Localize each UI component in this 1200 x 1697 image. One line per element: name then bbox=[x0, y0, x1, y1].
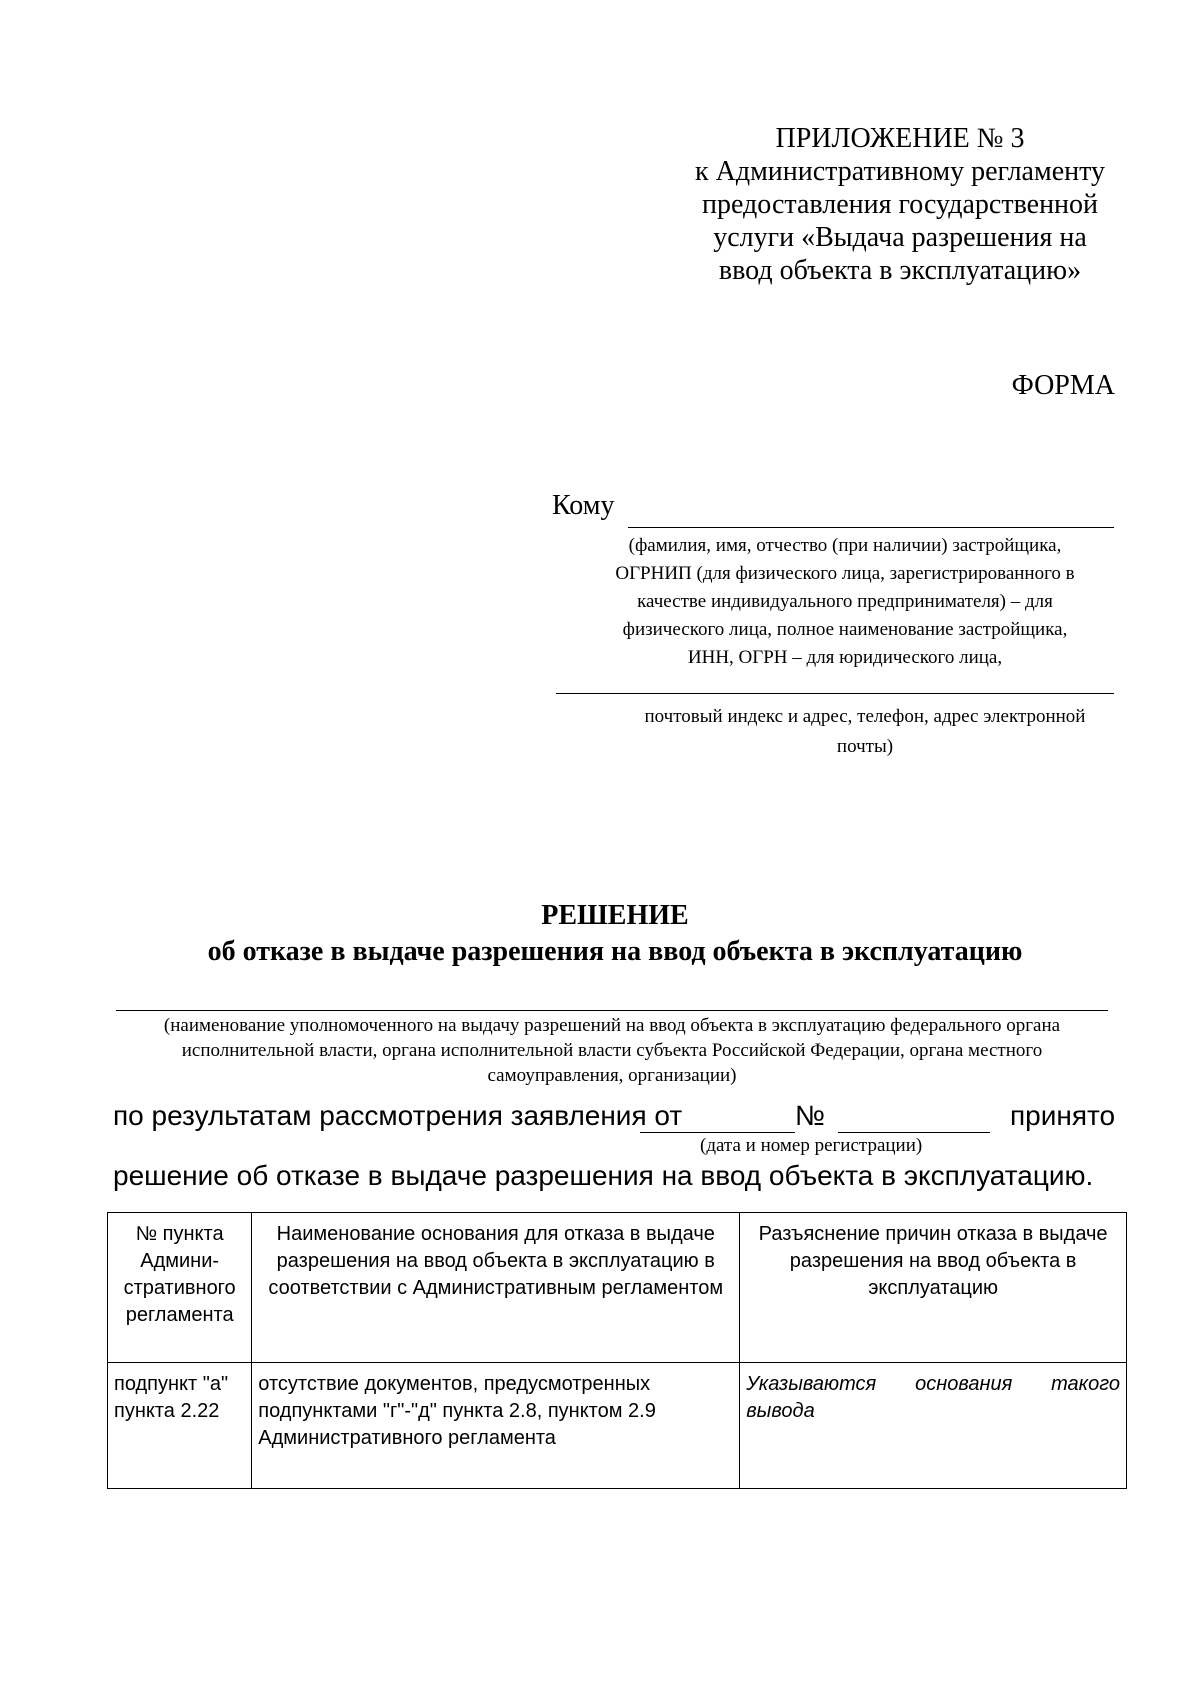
forma-label: ФОРМА bbox=[1011, 370, 1115, 401]
authority-note-line: самоуправления, организации) bbox=[487, 1065, 737, 1086]
recipient-label: Кому bbox=[552, 490, 615, 521]
address-note bbox=[600, 702, 1130, 762]
number-sign: № bbox=[795, 1100, 826, 1131]
refusal-table bbox=[107, 1212, 1127, 1489]
address-note-line: почтовый индекс и адрес, телефон, адрес электронной bbox=[644, 706, 1086, 727]
body-line-2: решение об отказе в выдаче разрешения на ввод объекта в эксплуатацию. bbox=[113, 1160, 1094, 1191]
authority-field-line bbox=[116, 1010, 1108, 1011]
header-refusal-explanation: Разъяснение причин отказа в выдаче разрешения на ввод объекта в эксплуатацию bbox=[740, 1213, 1127, 1363]
table-row bbox=[108, 1363, 1127, 1489]
date-field-line bbox=[640, 1100, 795, 1133]
recipient-field-line bbox=[628, 527, 1114, 528]
table-header-row bbox=[108, 1213, 1127, 1363]
title-line-2: об отказе в выдаче разрешения на ввод объекта в эксплуатацию bbox=[207, 936, 1023, 967]
date-number-note: (дата и номер регистрации) bbox=[700, 1135, 923, 1156]
address-field-line bbox=[556, 693, 1114, 694]
cell-refusal-explanation: Указываются основания такого вывода bbox=[740, 1363, 1127, 1489]
appendix-line: ПРИЛОЖЕНИЕ № 3 bbox=[775, 123, 1025, 154]
body-line-1-start: по результатам рассмотрения заявления от bbox=[113, 1100, 683, 1131]
recipient-note-line: качестве индивидуального предпринимателя) – для bbox=[637, 591, 1053, 612]
recipient-note bbox=[560, 532, 1130, 672]
decision-title bbox=[100, 898, 1130, 970]
recipient-note-line: ИНН, ОГРН – для юридического лица, bbox=[687, 647, 1003, 668]
address-note-line: почты) bbox=[836, 736, 894, 757]
cell-clause-number: подпункт "а" пункта 2.22 bbox=[108, 1363, 252, 1489]
recipient-note-line: (фамилия, имя, отчество (при наличии) застройщика, bbox=[628, 535, 1062, 556]
number-field-line bbox=[838, 1100, 990, 1133]
title-line-1: РЕШЕНИЕ bbox=[541, 900, 689, 931]
authority-note bbox=[116, 1013, 1108, 1088]
cell-refusal-ground: отсутствие документов, предусмотренных подпунктами "г"-"д" пункта 2.8, пунктом 2.9 Административного регламента bbox=[252, 1363, 740, 1489]
header-refusal-ground: Наименование основания для отказа в выдаче разрешения на ввод объекта в эксплуатацию в соответствии с Административным регламентом bbox=[252, 1213, 740, 1363]
recipient-note-line: ОГРНИП (для физического лица, зарегистрированного в bbox=[615, 563, 1075, 584]
body-line-1-end: принято bbox=[1010, 1100, 1116, 1131]
recipient-note-line: физического лица, полное наименование застройщика, bbox=[622, 619, 1068, 640]
authority-note-line: (наименование уполномоченного на выдачу разрешений на ввод объекта в эксплуатацию федерального органа bbox=[163, 1015, 1061, 1036]
authority-note-line: исполнительной власти, органа исполнительной власти субъекта Российской Федерации, органа местного bbox=[181, 1040, 1043, 1061]
appendix-line: услуги «Выдача разрешения на bbox=[713, 222, 1087, 253]
appendix-line: предоставления государственной bbox=[701, 189, 1099, 220]
appendix-line: ввод объекта в эксплуатацию» bbox=[718, 255, 1082, 286]
appendix-block bbox=[660, 122, 1140, 287]
appendix-line: к Административному регламенту bbox=[695, 156, 1105, 187]
header-clause-number: № пункта Админи-стративного регламента bbox=[108, 1213, 252, 1363]
